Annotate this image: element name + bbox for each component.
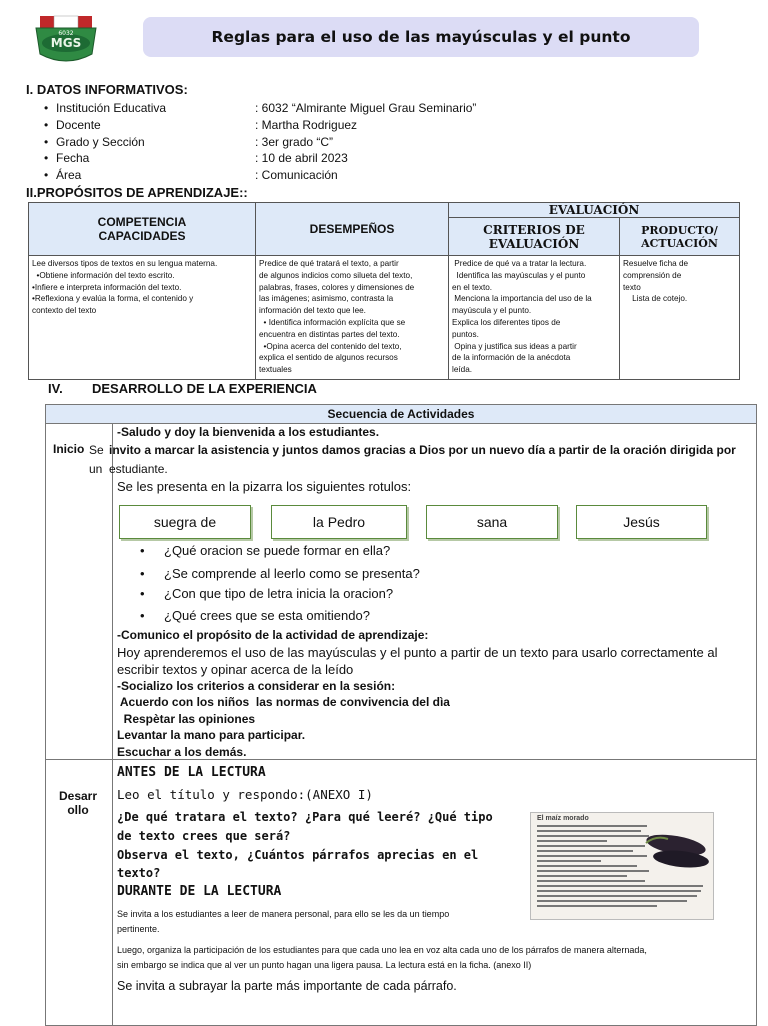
organiza-line-2: sin embargo se indica que al ver un punto hagan una ligera pausa. La lectura está en la ficha. (anexo II) bbox=[117, 960, 532, 970]
info-label: • Grado y Sección bbox=[44, 135, 145, 149]
antes-heading: ANTES DE LA LECTURA bbox=[117, 765, 266, 780]
question-item: • ¿Con que tipo de letra inicia la oracion? bbox=[140, 586, 394, 601]
criterio-item: Acuerdo con los niños las normas de convivencia del dìa bbox=[117, 695, 450, 709]
organiza-line-1: Luego, organiza la participación de los estudiantes para que cada uno lea en voz alta cada uno de los párrafos de manera alternada, bbox=[117, 945, 647, 955]
rotulo-card: la Pedro bbox=[271, 505, 407, 539]
pregunta-antes-2: Observa el texto, ¿Cuántos párrafos aprecias en el bbox=[117, 848, 479, 862]
pregunta-antes-1: ¿De qué tratara el texto? ¿Para qué leeré? ¿Qué tipo bbox=[117, 810, 493, 824]
info-value: : 6032 “Almirante Miguel Grau Seminario” bbox=[255, 101, 477, 115]
cell-criterios: Predice de qué va a tratar la lectura. Identifica las mayúsculas y el punto en el texto. Menciona la importancia del uso de la mayúscula y el punto. Explica los diferentes tipos de puntos. Opina y justifica sus ideas a partir de la información de la anécdota leída. bbox=[449, 256, 620, 380]
durante-heading: DURANTE DE LA LECTURA bbox=[117, 884, 282, 899]
cell-producto: Resuelve ficha de comprensión de texto Lista de cotejo. bbox=[620, 256, 740, 380]
header-criterios: CRITERIOS DE EVALUACIÓN bbox=[449, 218, 620, 256]
rotulo-card: Jesús bbox=[576, 505, 707, 539]
stage-label-inicio: Inicio bbox=[53, 442, 85, 456]
cell-desempenos: Predice de qué tratará el texto, a partir de algunos indicios como silueta del texto, palabras, frases, colores y dimensiones de las imágenes; asimismo, contrasta la información del texto que lee. • Identifica información explícita que se encuentra en distintas partes del texto. •Opina acerca del contenido del texto, explica el sentido de algunos recursos textuales bbox=[256, 256, 449, 380]
info-value: : Comunicación bbox=[255, 168, 338, 182]
pregunta-antes-1b: de texto crees que será? bbox=[117, 829, 291, 843]
inicio-line-2: invito a marcar la asistencia y juntos damos gracias a Dios por un nuevo día a partir de la oración dirigida por bbox=[109, 443, 736, 457]
inicio-line-3: estudiante. bbox=[109, 462, 168, 476]
header-desempenos: DESEMPEÑOS bbox=[256, 203, 449, 256]
comunico-proposito: -Comunico el propósito de la actividad de aprendizaje: bbox=[117, 628, 429, 642]
propositos-table bbox=[28, 202, 740, 380]
row-divider bbox=[46, 759, 756, 760]
rotulo-card: suegra de bbox=[119, 505, 251, 539]
svg-text:6032: 6032 bbox=[58, 30, 74, 37]
info-value: : 3er grado “C” bbox=[255, 135, 334, 149]
activities-table-header: Secuencia de Actividades bbox=[46, 405, 756, 424]
info-value: : Martha Rodriguez bbox=[255, 118, 358, 132]
socializo-criterios: -Socializo los criterios a considerar en la sesión: bbox=[117, 679, 396, 693]
question-item: • ¿Qué oracion se puede formar en ella? bbox=[140, 543, 391, 558]
proposito-line-2: escribir textos y opinar acerca de la leído bbox=[117, 662, 354, 677]
header-evaluacion: EVALUACIÓN bbox=[449, 203, 740, 218]
header-producto: PRODUCTO/ ACTUACIÓN bbox=[620, 218, 740, 256]
desarrollo-heading-number: IV. bbox=[48, 381, 63, 396]
leo-titulo: Leo el título y respondo:(ANEXO I) bbox=[117, 787, 373, 802]
criterio-item: Respètar las opiniones bbox=[117, 712, 256, 726]
page-title: Reglas para el uso de las mayúsculas y el punto bbox=[211, 28, 631, 46]
invita-line-2: pertinente. bbox=[117, 924, 160, 934]
proposito-line-1: Hoy aprenderemos el uso de las mayúsculas y el punto a partir de un texto para usarlo correctamente al bbox=[117, 645, 718, 660]
propositos-heading: II.PROPÓSITOS DE APRENDIZAJE:: bbox=[26, 185, 248, 200]
inicio-line-3-lead: un bbox=[89, 462, 103, 476]
question-item: • ¿Se comprende al leerlo como se presenta? bbox=[140, 566, 420, 581]
column-divider bbox=[112, 423, 113, 1025]
pregunta-antes-2b: texto? bbox=[117, 866, 161, 880]
rotulo-card: sana bbox=[426, 505, 558, 539]
school-logo bbox=[30, 14, 102, 64]
criterio-item: Escuchar a los demás. bbox=[117, 745, 247, 759]
desarrollo-heading: DESARROLLO DE LA EXPERIENCIA bbox=[92, 381, 317, 396]
inicio-line-1: -Saludo y doy la bienvenida a los estudiantes. bbox=[117, 425, 380, 439]
anexo-title: El maíz morado bbox=[537, 815, 589, 822]
svg-text:MGS: MGS bbox=[50, 36, 82, 50]
inicio-line-2-lead: Se bbox=[89, 443, 104, 457]
question-item: • ¿Qué crees que se esta omitiendo? bbox=[140, 608, 370, 623]
criterio-item: Levantar la mano para participar. bbox=[117, 728, 306, 742]
subrayar-instruccion: Se invita a subrayar la parte más importante de cada párrafo. bbox=[117, 979, 457, 993]
header-competencia: COMPETENCIA CAPACIDADES bbox=[29, 203, 256, 256]
rotulos-intro: Se les presenta en la pizarra los siguientes rotulos: bbox=[117, 479, 412, 494]
info-label: • Área bbox=[44, 168, 82, 182]
info-label: • Institución Educativa bbox=[44, 101, 167, 115]
datos-heading: I. DATOS INFORMATIVOS: bbox=[26, 82, 188, 97]
info-label: • Fecha bbox=[44, 151, 90, 165]
info-label: • Docente bbox=[44, 118, 101, 132]
cell-competencia: Lee diversos tipos de textos en su lengua materna. •Obtiene información del texto escrito. •Infiere e interpreta información del texto. •Reflexiona y evalúa la forma, el contenido y contexto del texto bbox=[29, 256, 256, 380]
invita-line-1: Se invita a los estudiantes a leer de manera personal, para ello se les da un tiempo bbox=[117, 909, 450, 919]
title-banner bbox=[143, 17, 699, 57]
stage-label-desarrollo: Desarr ollo bbox=[58, 789, 98, 817]
info-value: : 10 de abril 2023 bbox=[255, 151, 348, 165]
anexo-thumbnail bbox=[530, 812, 714, 920]
